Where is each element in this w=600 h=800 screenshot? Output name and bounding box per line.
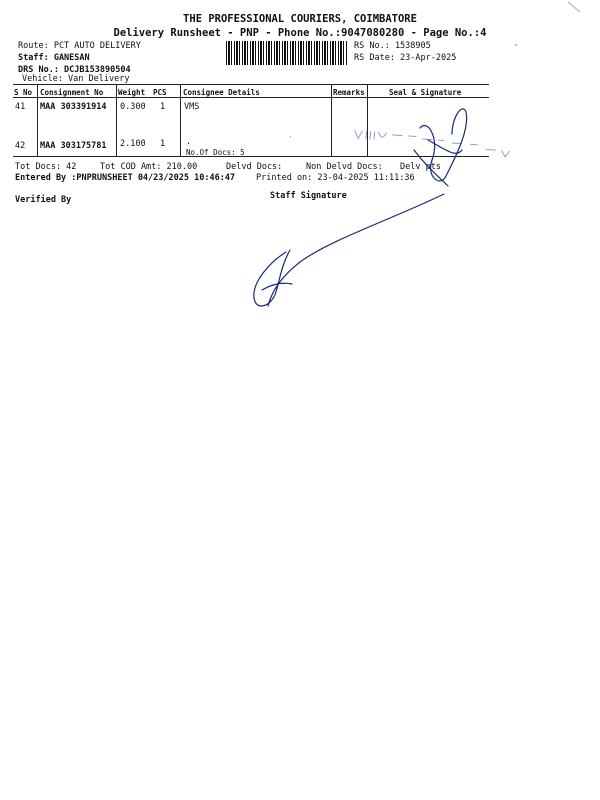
route-label: Route: PCT AUTO DELIVERY	[18, 41, 141, 51]
header-sno: S No	[14, 88, 33, 97]
vehicle-label: Vehicle: Van Delivery	[22, 74, 130, 84]
table-row-pcs: 1	[160, 139, 166, 149]
table-row-consignment: MAA 303391914	[40, 102, 107, 112]
table-row-weight: 2.100	[120, 139, 146, 149]
total-docs: Tot Docs: 42	[15, 162, 77, 172]
table-row-sno: 42	[15, 141, 26, 151]
header-seal-signature: Seal & Signature	[389, 88, 462, 97]
rs-number: RS No.: 1538905	[354, 41, 431, 51]
drs-number: DRS No.: DCJB153890504	[18, 65, 131, 75]
staff-label: Staff: GANESAN	[18, 53, 90, 63]
rs-date: RS Date: 23-Apr-2025	[354, 53, 457, 63]
header-consignment: Consignment No	[40, 88, 104, 97]
total-cod-amount: Tot COD Amt: 210.00	[100, 162, 198, 172]
runsheet-subtitle: Delivery Runsheet - PNP - Phone No.:9047080280 - Page No.:4	[113, 27, 487, 39]
table-row-pcs: 1	[160, 102, 166, 112]
header-weight: Weight	[118, 88, 146, 97]
header-remarks: Remarks	[333, 88, 365, 97]
non-delivered-docs: Non Delvd Docs:	[306, 162, 383, 172]
entered-by: Entered By :PNPRUNSHEET 04/23/2025 10:46:47	[15, 173, 236, 183]
staff-signature-label: Staff Signature	[270, 191, 347, 201]
table-row-consignee: .	[186, 137, 192, 147]
table-row-consignment: MAA 303175781	[40, 141, 107, 151]
printed-on: Printed on: 23-04-2025 11:11:36	[256, 173, 415, 183]
delivery-points: Delv pts	[400, 162, 441, 172]
docs-count-note: No.Of Docs: 5	[186, 148, 245, 157]
document-title: THE PROFESSIONAL COURIERS, COIMBATORE	[183, 13, 417, 25]
table-row-weight: 0.300	[120, 102, 146, 112]
table-row-sno: 41	[15, 102, 26, 112]
header-pcs: PCS	[153, 88, 167, 97]
delivered-docs: Delvd Docs:	[226, 162, 283, 172]
header-consignee: Consignee Details	[183, 88, 260, 97]
verified-by-label: Verified By	[15, 195, 72, 205]
table-row-consignee: VMS	[184, 102, 200, 112]
